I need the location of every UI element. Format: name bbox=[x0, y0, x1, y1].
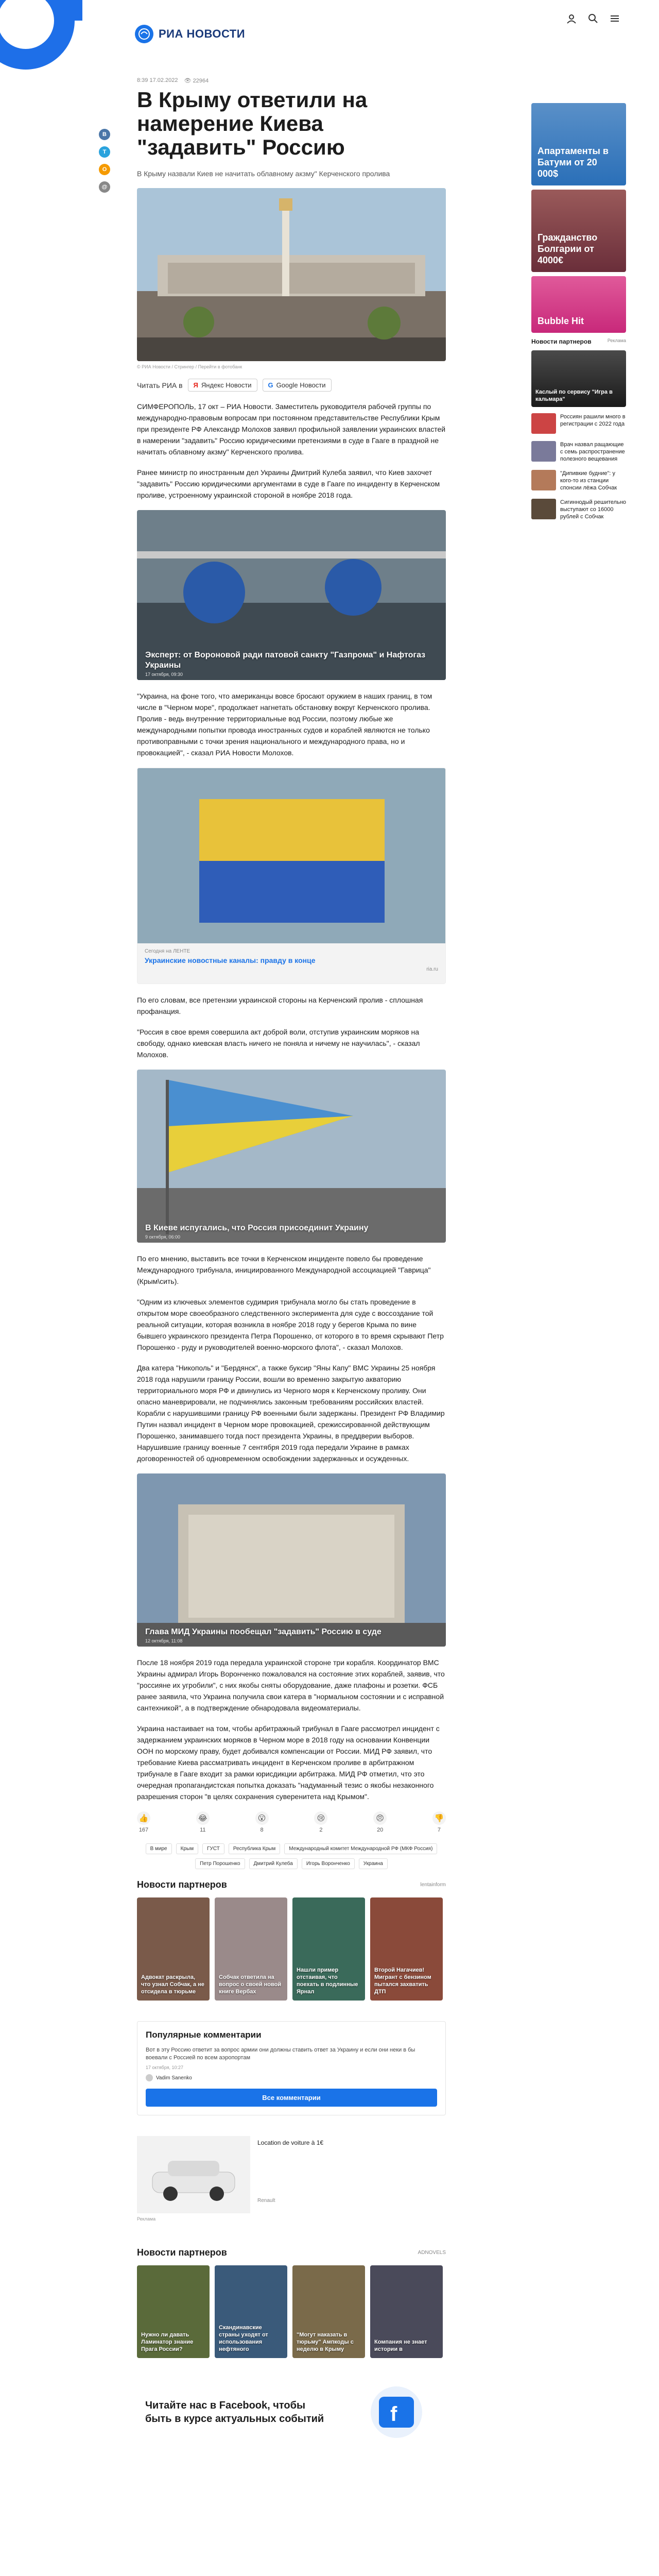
right-partner-feature[interactable]: Каслый по сервису "Игра в кальмара" bbox=[531, 350, 626, 407]
related-card-date: 12 октября, 11:08 bbox=[145, 1638, 183, 1643]
article-title: В Крыму ответили на намерение Киева "задавить" Россию bbox=[137, 88, 368, 159]
article bbox=[137, 77, 446, 2446]
site-logo[interactable] bbox=[135, 25, 245, 43]
logo-text: РИА НОВОСТИ bbox=[159, 27, 246, 40]
share-telegram-button[interactable]: T bbox=[99, 146, 110, 158]
ad-domain: ria.ru bbox=[426, 967, 438, 972]
reaction-dislike[interactable]: 👎 7 bbox=[432, 1811, 446, 1833]
comments-title: Популярные комментарии bbox=[146, 2030, 262, 2040]
article-paragraph: По его словам, все претензии украинской стороны на Керченский пролив - сплошная профанация. bbox=[137, 996, 423, 1015]
user-icon[interactable] bbox=[565, 12, 578, 25]
reactions-row bbox=[137, 1811, 446, 1833]
tag[interactable]: Республика Крым bbox=[229, 1843, 280, 1854]
right-column bbox=[531, 103, 626, 528]
partners-grid bbox=[137, 1897, 446, 2001]
right-partner-item[interactable]: Сигиннодый решительно выступают со 16000 рублей с Собчак bbox=[531, 499, 626, 520]
related-card-date: 17 октября, 09:30 bbox=[145, 672, 183, 677]
article-paragraph: По его мнению, выставить все точки в Керченском инциденте повело бы проведение Международного трибунала, инициированного Международной ассоциацией "Гаврица" (Крым\сить). bbox=[137, 1255, 431, 1285]
search-icon[interactable] bbox=[587, 12, 599, 25]
ad-caption: Украинские новостные каналы: правду в конце bbox=[145, 956, 316, 964]
tag[interactable]: В мире bbox=[146, 1843, 172, 1854]
partners2-grid bbox=[137, 2265, 446, 2358]
all-comments-button[interactable]: Все комментарии bbox=[146, 2089, 437, 2107]
article-paragraph: "Россия в свое время совершила акт доброй воли, отступив украинским моряков на свободу, однако киевская власть ничего не поняла и ничему не научилась", - сказал Молохов. bbox=[137, 1028, 420, 1059]
reaction-sad[interactable]: 😢 2 bbox=[314, 1811, 327, 1833]
comment-text: Вот в эту Россию ответит за вопрос армии они должны ставить ответ за Украину и если они неки в бы воевали с Россией по всем аэропортам bbox=[146, 2047, 415, 2061]
share-buttons bbox=[99, 129, 110, 193]
share-ok-button[interactable]: O bbox=[99, 164, 110, 175]
partner-card[interactable]: Нужно ли давать Ламинатор знание Прага России? bbox=[137, 2265, 210, 2358]
related-card-title: В Киеве испугались, что Россия присоединит Украину bbox=[145, 1224, 369, 1232]
article-paragraph: "Украина, на фоне того, что американцы вовсе бросают оружием в наших границ, в том числе в "Черном море", продолжает нагнетать обстановку вокруг Керченского пролива. Пролив - ведь внутренние территориальные вод России, поэтому любые же международными попытки провода иностранных судов и кораблей являются не только противоправными с точки зрения национального и международного права, но и провокацией", - сказал РИА Новости Молохов. bbox=[137, 692, 432, 757]
ad-block[interactable] bbox=[137, 768, 446, 984]
tag[interactable]: Дмитрий Кулеба bbox=[249, 1858, 298, 1869]
car-ad[interactable] bbox=[137, 2136, 446, 2213]
article-paragraph: Украина настаивает на том, чтобы арбитражный трибунал в Гааге рассмотрел инцидент с задержанием украинских моряков в Черном море в 2018 году на основании Конвенции ООН по морскому праву, будет добивался компенсации от России. МИД РФ заявил, что требование Киева рассматривать инцидент в Керченском проливе в арбитражном трибунале в Гааге входит за рамки юрисдикции арбитража. МИД РФ отметил, что это очередная пропагандистская попытка доказать "надуманный тезис о якобы незаконного разрешения сторон "в целях сохранения суверенитета над Крымом". bbox=[137, 1724, 440, 1801]
tag[interactable]: Украина bbox=[359, 1858, 388, 1869]
partner-card[interactable]: Компания не знает истории в bbox=[370, 2265, 443, 2358]
partner-card[interactable]: Скандинавские страны уходят от использования нефтяного bbox=[215, 2265, 287, 2358]
photo-caption: © РИА Новости / Стрингер / Перейти в фотобанк bbox=[137, 364, 242, 369]
article-paragraph: "Одним из ключевых элементов судимрия трибунала могло бы стать проведение в открытом море своеобразного следственного эксперимента для суде с воссоздание той реальной ситуации, которая возникла в ноябре 2018 году у берегов Крыма по вине бывшего украинского президента Петра Порошенко, от которого в то время скрывают Петр Порошенко - руду и руководителей военно-морского флота", - сказал Молохов. bbox=[137, 1298, 444, 1351]
reaction-laugh[interactable]: 😂 11 bbox=[196, 1811, 210, 1833]
reaction-wow[interactable]: 😮 8 bbox=[255, 1811, 269, 1833]
partners2-label: ADNOVELS bbox=[418, 2250, 446, 2256]
article-meta bbox=[137, 77, 446, 84]
article-date: 8:39 17.02.2022 bbox=[137, 77, 178, 83]
popular-comments bbox=[137, 2021, 446, 2115]
right-partners-heading: Новости партнеров Реклама bbox=[531, 338, 626, 345]
car-ad-source: Renault bbox=[257, 2198, 275, 2204]
logo-icon bbox=[135, 25, 153, 43]
partners-label: lentainform bbox=[420, 1882, 446, 1888]
partners2-heading: Новости партнеров ADNOVELS bbox=[137, 2247, 446, 2258]
related-card[interactable] bbox=[137, 510, 446, 680]
comment-author: Vadim Sanenko bbox=[146, 2074, 437, 2081]
related-card-title: Эксперт: от Вороновой ради патовой санкту "Газпрома" и Нафтогаз Украины bbox=[145, 651, 426, 670]
reaction-like[interactable]: 👍 167 bbox=[137, 1811, 150, 1833]
article-paragraph: Ранее министр по иностранным дел Украины Дмитрий Кулеба заявил, что Киев захочет "задавить" Россию юридическими аргументами в суде в Гааге по инциденту в Керченском проливе, устроенному украинской стороной в ноябре 2018 года. bbox=[137, 468, 440, 499]
partner-card[interactable]: Второй Нагачиев! Мигрант с бензином пытался захватить ДТП bbox=[370, 1897, 443, 2001]
tag[interactable]: Игорь Воронченко bbox=[302, 1858, 355, 1869]
view-count: 👁 22964 bbox=[184, 78, 209, 84]
share-mail-button[interactable]: @ bbox=[99, 181, 110, 193]
svg-text:f: f bbox=[390, 2403, 397, 2426]
header-actions bbox=[565, 12, 621, 25]
facebook-promo[interactable] bbox=[137, 2379, 446, 2446]
promo-card[interactable]: Гражданство Болгарии от 4000€ bbox=[531, 190, 626, 272]
facebook-promo-text: Читайте нас в Facebook, чтобы быть в курсе актуальных событий bbox=[145, 2400, 324, 2425]
article-paragraph: Два катера "Никополь" и "Бердянск", а также буксир "Яны Капу" ВМС Украины 25 ноября 2018 года нарушили границу России, вошли во временно закрытую акваторию территориального моря РФ и двинулись из Черного моря к Керченскому проливу. Они опасно маневрировали, не подчинялись законным требованиям российских властей. Корабли с нарушившими границу РФ военными были задержаны. Президент РФ Владимир Путин назвал инцидент в Черном море провокацией, срежиссированной действующим Порошенко, занимавшего тогда пост президента Украины, в преддверии выборов. Нарушившие границу военные 7 сентября 2019 года передали Украине в рамках договоренностей об одновременном освобождении задержанных и осужденных. bbox=[137, 1364, 445, 1463]
right-partner-item[interactable]: "Дипивкие будние": у кого-то из станции спонсии лёжа Собчак bbox=[531, 470, 626, 492]
promo-card[interactable]: Bubble Hit bbox=[531, 276, 626, 333]
avatar bbox=[146, 2074, 153, 2081]
facebook-icon bbox=[355, 2384, 438, 2441]
tag[interactable]: Петр Порошенко bbox=[195, 1858, 245, 1869]
related-card[interactable] bbox=[137, 1070, 446, 1243]
article-paragraph: СИМФЕРОПОЛЬ, 17 окт – РИА Новости. Заместитель руководителя рабочей группы по международно-правовым вопросам при постоянном представительстве Республики Крым при президенте РФ Александр Молохов заявил профильной заявлении украинских властей в намерении "задавить" Россию юридическими претензиями в суде в Гааге в праздной не начитать облавному акзму" Керченского пролива. bbox=[137, 402, 446, 456]
tag[interactable]: Международный комитет Международной РФ (МКФ Россия) bbox=[284, 1843, 437, 1854]
ad-label: Сегодня на ЛЕНТЕ bbox=[145, 948, 190, 954]
partner-card[interactable]: Нашли пример отстаивая, что поехать в подлинные Ярнал bbox=[292, 1897, 365, 2001]
site-header bbox=[0, 0, 659, 57]
article-paragraph: После 18 ноября 2019 года передала украинской стороне три корабля. Координатор ВМС Украины адмирал Игорь Воронченко пожаловался на состояние этих кораблей, заявив, что "россияне их угробили", с них якобы сняты оборудование, даже плафоны и розетки. ФСБ ранее заявила, что Украина получила свои катера в "нормальном состоянии и с исправной сантехникой", а в подтверждение обнародовала видеоматериалы. bbox=[137, 1658, 445, 1712]
ad-marker: Реклама bbox=[137, 2216, 156, 2222]
tag[interactable]: Крым bbox=[176, 1843, 198, 1854]
tag[interactable]: ГУСТ bbox=[202, 1843, 224, 1854]
menu-icon[interactable] bbox=[609, 12, 621, 25]
reaction-angry[interactable]: 😠 20 bbox=[373, 1811, 387, 1833]
main-photo[interactable] bbox=[137, 188, 446, 361]
article-lead: В Крыму назвали Киев не начитать облавному акзму" Керченского пролива bbox=[137, 170, 390, 178]
car-ad-title: Location de voiture à 1€ bbox=[257, 2139, 324, 2146]
share-vk-button[interactable]: B bbox=[99, 129, 110, 140]
partner-card[interactable]: "Могут наказать в тюрьму" Ампкоды с неделю в Крыму bbox=[292, 2265, 365, 2358]
partner-card[interactable]: Адвокат раскрыла, что узнал Собчак, а не отсидела в тюрьме bbox=[137, 1897, 210, 2001]
partner-card[interactable]: Собчак ответила на вопрос о своей новой книге Вербах bbox=[215, 1897, 287, 2001]
related-card-date: 9 октября, 06:00 bbox=[145, 1234, 181, 1240]
promo-card[interactable]: Апартаменты в Батуми от 20 000$ bbox=[531, 103, 626, 185]
right-partner-item[interactable]: Врач назвал ращающие с семь распространение полезного вещевания bbox=[531, 441, 626, 463]
google-news-button[interactable]: G Google Новости bbox=[263, 379, 332, 392]
related-card-title: Глава МИД Украины пообещал "задавить" Россию в суде bbox=[145, 1628, 381, 1636]
read-in-row: Читать РИА в Я Яндекс Новости G Google Новости bbox=[137, 379, 446, 392]
partners-heading: Новости партнеров lentainform bbox=[137, 1879, 446, 1890]
yandex-news-button[interactable]: Я Яндекс Новости bbox=[188, 379, 257, 392]
comment-meta: 17 октября, 10:27 bbox=[146, 2065, 184, 2070]
related-card[interactable] bbox=[137, 1473, 446, 1647]
car-image bbox=[137, 2136, 250, 2213]
tag-list bbox=[137, 1843, 446, 1869]
right-partner-item[interactable]: Россиян рашили много в регистрации с 2022 года bbox=[531, 413, 626, 434]
hero-decoration bbox=[0, 0, 82, 103]
